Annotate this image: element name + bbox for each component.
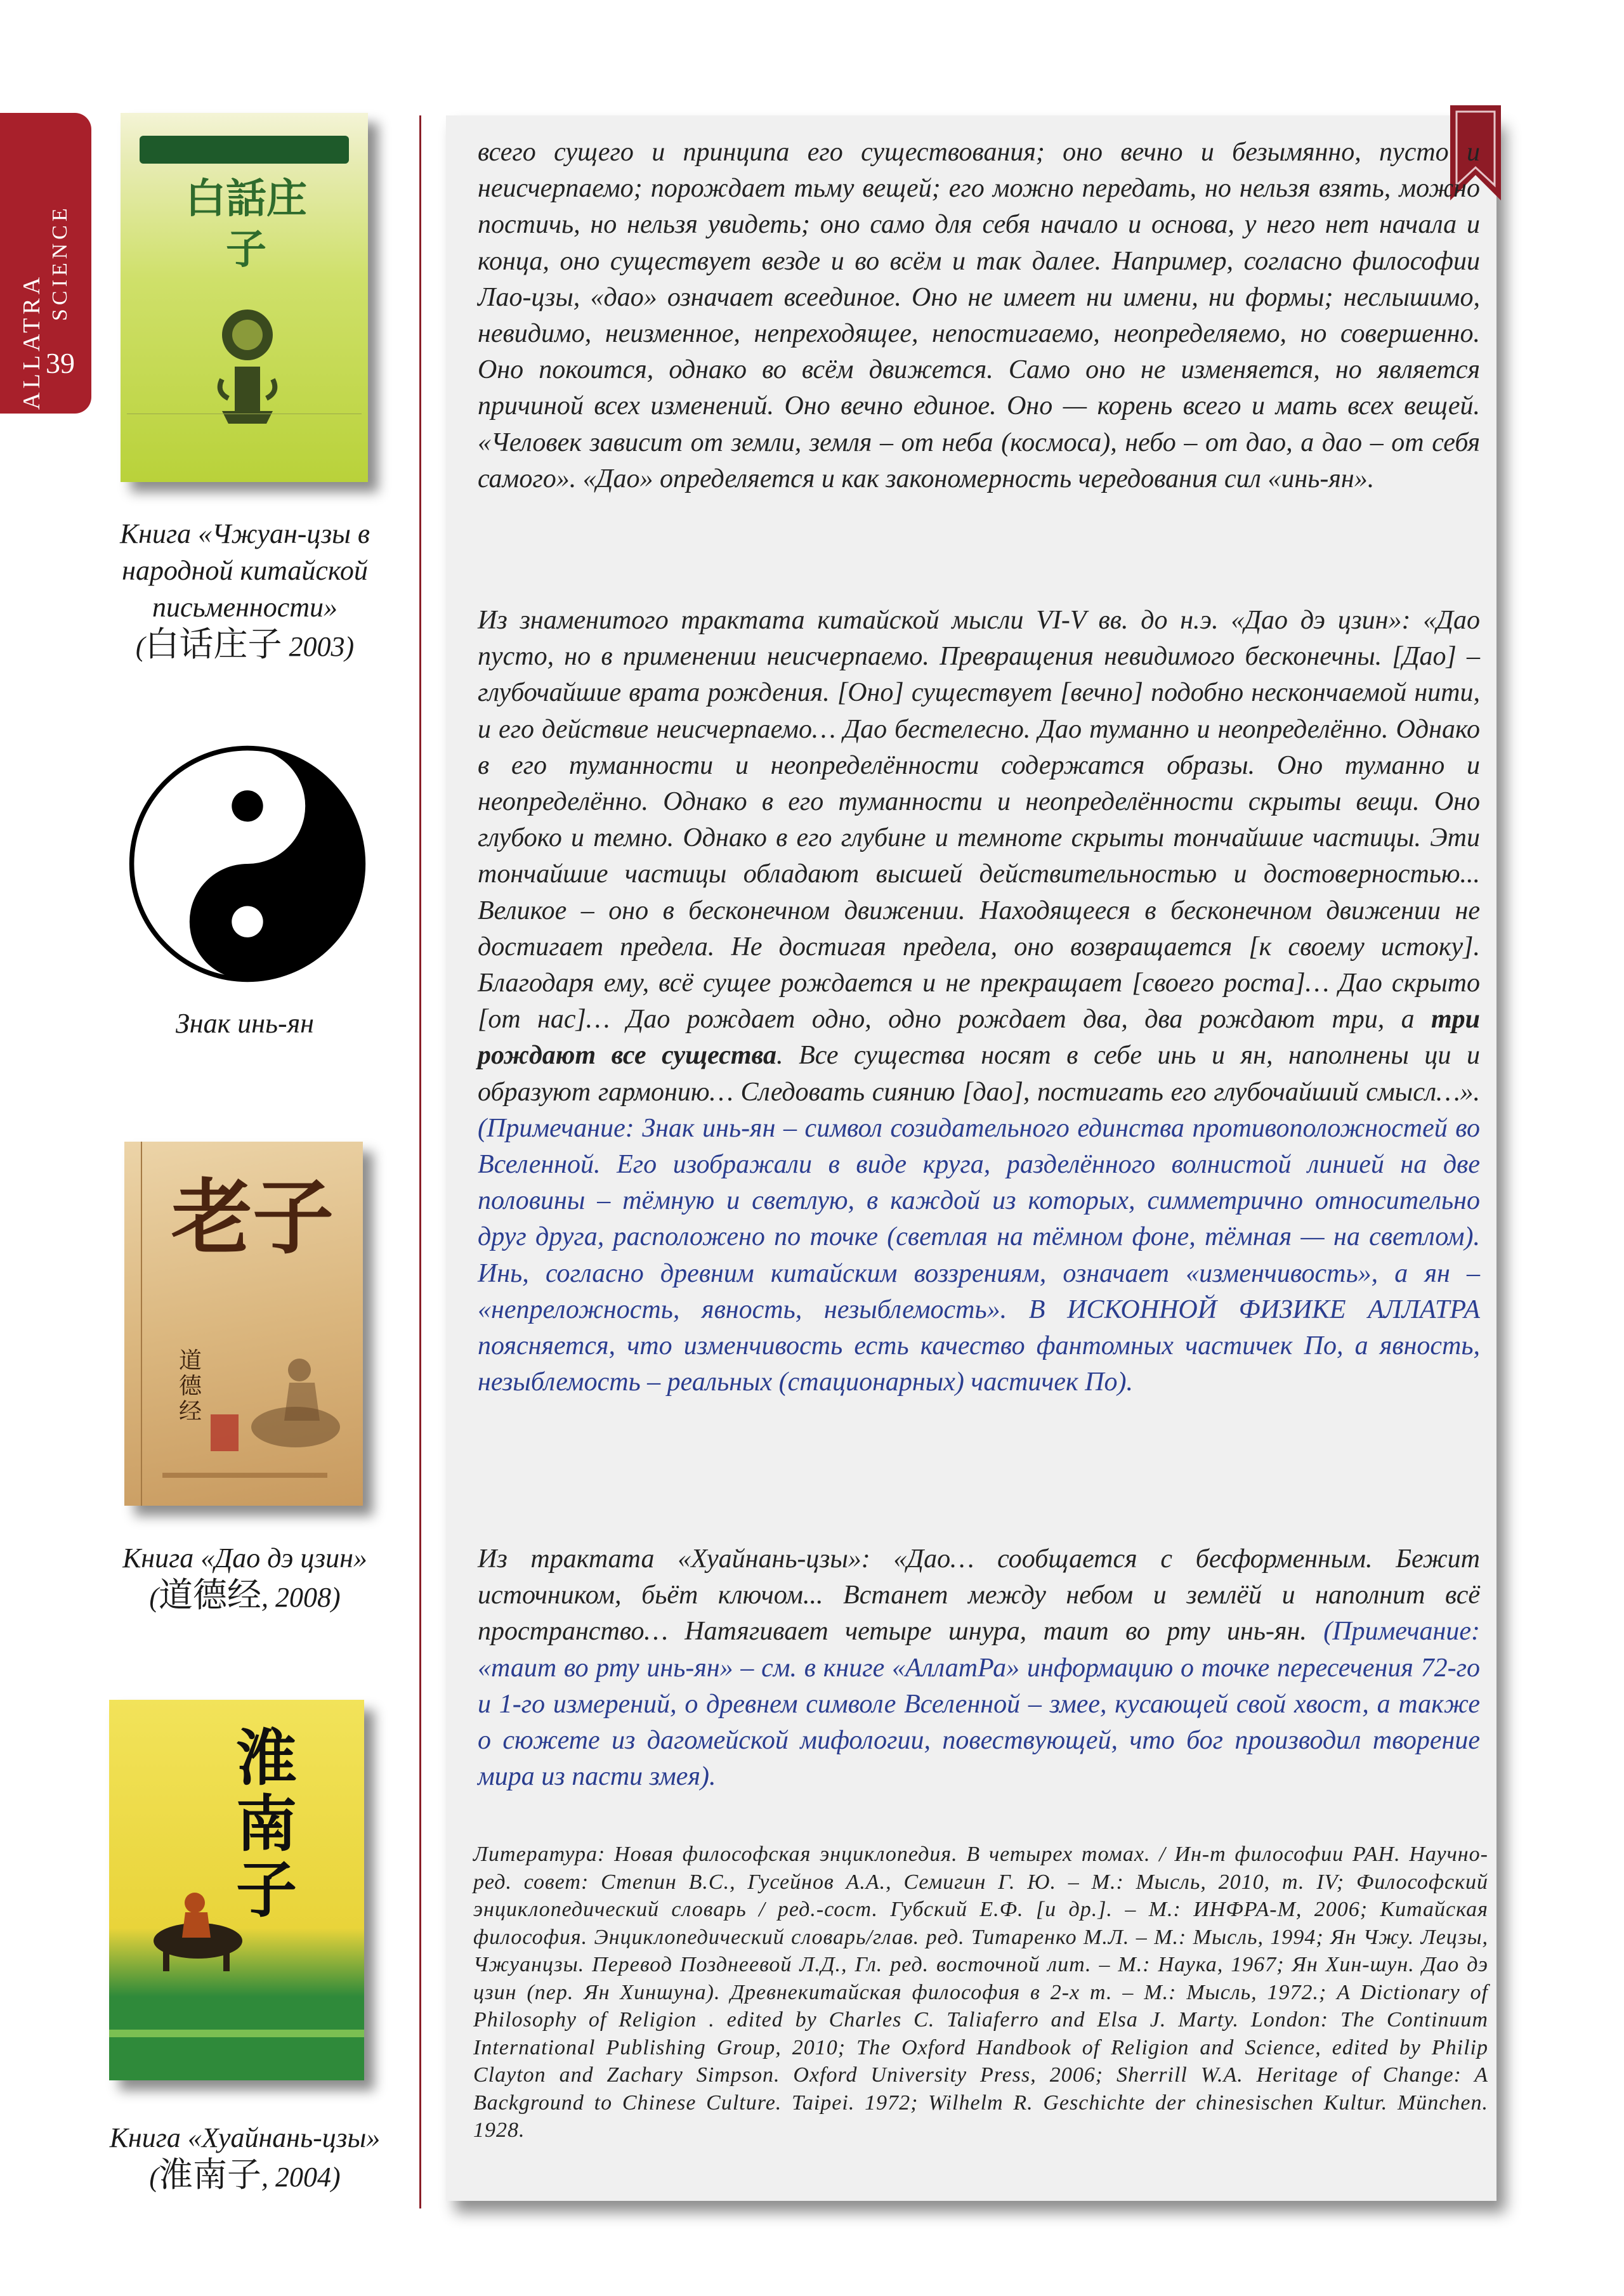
book-cover-title: 淮南子 [236, 1723, 297, 1926]
page-number: 39 [46, 347, 75, 379]
book-cover-zhuangzi [121, 113, 368, 482]
caption-text: Книга «Хуайнань-цзы» [109, 2122, 381, 2153]
yin-yang-icon [127, 743, 368, 984]
paragraph-daodejing-quote: Из знаменитого трактата китайской мысли VI-V вв. до н.э. «Дао дэ цзин»: «Дао пусто, но в применении неисчерпаемо. Превращения невидимого бесконечны. [Дао] – глубочайшие врата рождения. [Оно] существует [вечно] подобно нескончаемой нити, и его действие неисчерпаемо… Дао бестелесно. Дао туманно и неопределённо. Однако в его туманности и неопределённости содержатся образы. Оно туманно и неопределённо. Однако в его туманности и неопределённости скрыты вещи. Оно глубоко и темно. Однако в его глубине и темноте скрыты тончайшие частицы. Эти тончайшие частицы обладают высшей действительностью и достоверностью... Великое – оно в бесконечном движении. Находящееся в бесконечном движении не достигает предела. Не достигая предела, оно возвращается [к своему истоку]. Благодаря ему, всё сущее рождается и не прекращает [своего роста]… Дао скрыто [от нас]… Дао рождает одно, одно рождает два, два рождают три, а три рождают все существа. Все существа носят в себе инь и ян, наполнены ци и образуют гармонию… Следовать сиянию [дао], постигать его глубочайший смысл…». (Примечание: Знак инь-ян – символ созидательного единства противоположностей во Вселенной. Его изображали в виде круга, разделённого волнистой линией на две половины – тёмную и светлую, в каждой из которых, симметрично относительно друг друга, расположено по точке (светлая на тёмном фоне, тёмная — на светлом). Инь, согласно древним китайским воззрениям, означает «изменчивость», а ян – «непреложность, явность, незыблемость». В ИСКОННОЙ ФИЗИКЕ АЛЛАТРА поясняется, что изменчивость есть качество фантомных частичек По, а явность, незыблемость – реальных (стационарных) частичек По). [478, 606, 1480, 1397]
figure-caption: Книга «Хуайнань-цзы» (淮南子, 2004) [109, 2122, 381, 2194]
caption-chinese: 淮南子 [159, 2156, 261, 2194]
figure-caption: Знак инь-ян [176, 1008, 314, 1039]
note-snake-symbol: (Примечание: «таит во рту инь-ян» – см. в книге «АллатРа» информацию о точке пересечения 72-го и 1-го измерений, о древнем символе Вселенной – змее, кусающей свой хвост, а также о сюжете из дагомейской мифологии, повествующей, что бог производил творение мира из пасти змея). [478, 1617, 1480, 1792]
book-cover-daodejing [124, 1142, 363, 1506]
book-cover-huainanzi [109, 1700, 364, 2080]
figure-caption: Книга «Дао дэ цзин» (道德经, 2008) [122, 1543, 367, 1614]
caption-year: , 2004) [261, 2162, 341, 2193]
caption-year: , 2008) [261, 1582, 341, 1613]
section-tab [0, 113, 91, 414]
brand-label: ALLATRA [18, 273, 45, 410]
paragraph-dao-definition: всего сущего и принципа его существования; оно вечно и безымянно, пусто и неисчерпаемо; порождает тьму вещей; его можно передать, но нельзя взять, можно постичь, но нельзя увидеть; оно само для себя начало и основа, у него нет начала и конца, оно существует везде и во всём и так далее. Например, согласно философии Лао-цзы, «дао» означает всеединое. Оно не имеет ни имени, ни формы; неслышимо, невидимо, неизменное, непреходящее, непостигаемо, неопределяемо, но совершенно. Оно покоится, однако во всём движется. Само оно не изменяется, но является причиной всех изменений. Оно вечно единое. Оно — корень всего и мать всех вещей. «Человек зависит от земли, земля – от неба (космоса), небо – от дао, а дао – от себя самого». «Дао» определяется и как закономерность чередования сил «инь-ян». [478, 138, 1480, 493]
book-cover-title: 白話庄子 [185, 176, 307, 273]
column-divider [419, 115, 421, 2208]
paragraph-huainanzi-quote: Из трактата «Хуайнань-цзы»: «Дао… сообщается с бесформенным. Бежит источником, бьёт ключом... Встанет между небом и землёй и наполнит всё пространство… Натягивает четыре шнура, таит во рту инь-ян. (Примечание: «таит во рту инь-ян» – см. в книге «АллатРа» информацию о точке пересечения 72-го и 1-го измерений, о древнем символе Вселенной – змее, кусающей свой хвост, а также о сюжете из дагомейской мифологии, повествующей, что бог производил творение мира из пасти змея). [478, 1544, 1480, 1792]
bronze-vessel-icon [216, 303, 279, 430]
section-label: SCIENCE [48, 204, 72, 321]
caption-chinese: 白话庄子 [145, 625, 282, 663]
note-yin-yang: (Примечание: Знак инь-ян – символ созидательного единства противоположностей во Вселенной. Его изображали в виде круга, разделённого волнистой линией на две половины – тёмную и светлую, в каждой из которых, симметрично относительно друг друга, расположено по точке (светлая на тёмном фоне, тёмная — на светлом). Инь, согласно древним китайским воззрениям, означает «изменчивость», а ян – «непреложность, явность, незыблемость». В ИСКОННОЙ ФИЗИКЕ АЛЛАТРА поясняется, что изменчивость есть качество фантомных частичек По, а явность, незыблемость – реальных (стационарных) частичек По). [478, 1113, 1480, 1397]
caption-text: Книга «Чжуан-цзы в народной китайской письменности» [119, 518, 370, 623]
caption-text: Книга «Дао дэ цзин» [122, 1543, 367, 1574]
book-cover-subtitle: 道德经 [179, 1348, 202, 1425]
book-cover-title: 老子 [171, 1171, 334, 1265]
caption-year: 2003) [282, 631, 355, 662]
figure-caption: Книга «Чжуан-цзы в народной китайской письменности» (白话庄子 2003) [119, 518, 370, 663]
seal-icon [211, 1414, 239, 1451]
caption-chinese: 道德经 [159, 1576, 261, 1614]
emphasis-text: три рождают все существа [478, 1005, 1480, 1071]
sage-on-ox-icon [245, 1332, 346, 1459]
literature-references: Литература: Новая философская энциклопедия. В четырех томах. / Ин-т философии РАН. Научно-ред. совет: Степин В.С., Гусейнов А.А., Семигин Г. Ю. – М.: Мысль, 2010, т. IV; Философский энциклопедический словарь / ред.-сост. Губский Е.Ф. [и др.]. – М.: ИНФРА-М, 2006; Китайская философия. Энциклопедический словарь/глав. ред. Титаренко М.Л. – М.: Мысль, 1994; Ян Чжу. Лецзы, Чжуанцзы. Перевод Позднеевой Л.Д., Гл. ред. восточной лит. – М.: Наука, 1967; Ян Хин-шун. Дао дэ цзин (пер. Ян Хиншуна). Древнекитайская философия в 2-х т. – М.: Мысль, 1972.; A Dictionary of Philosophy of Religion . edited by Charles C. Taliaferro and Elsa J. Marty. London: The Continuum International Publishing Group, 2010; The Oxford Handbook of Religion and Science, edited by Philip Clayton and Zachary Simpson. Oxford University Press, 2006; Sherrill W.A. Heritage of Change: A Background to Chinese Culture. Taipei. 1972; Wilhelm R. Geschichte der chinesischen Kultur. München. 1928. [473, 1843, 1488, 2142]
rider-on-horse-icon [134, 1877, 261, 1973]
